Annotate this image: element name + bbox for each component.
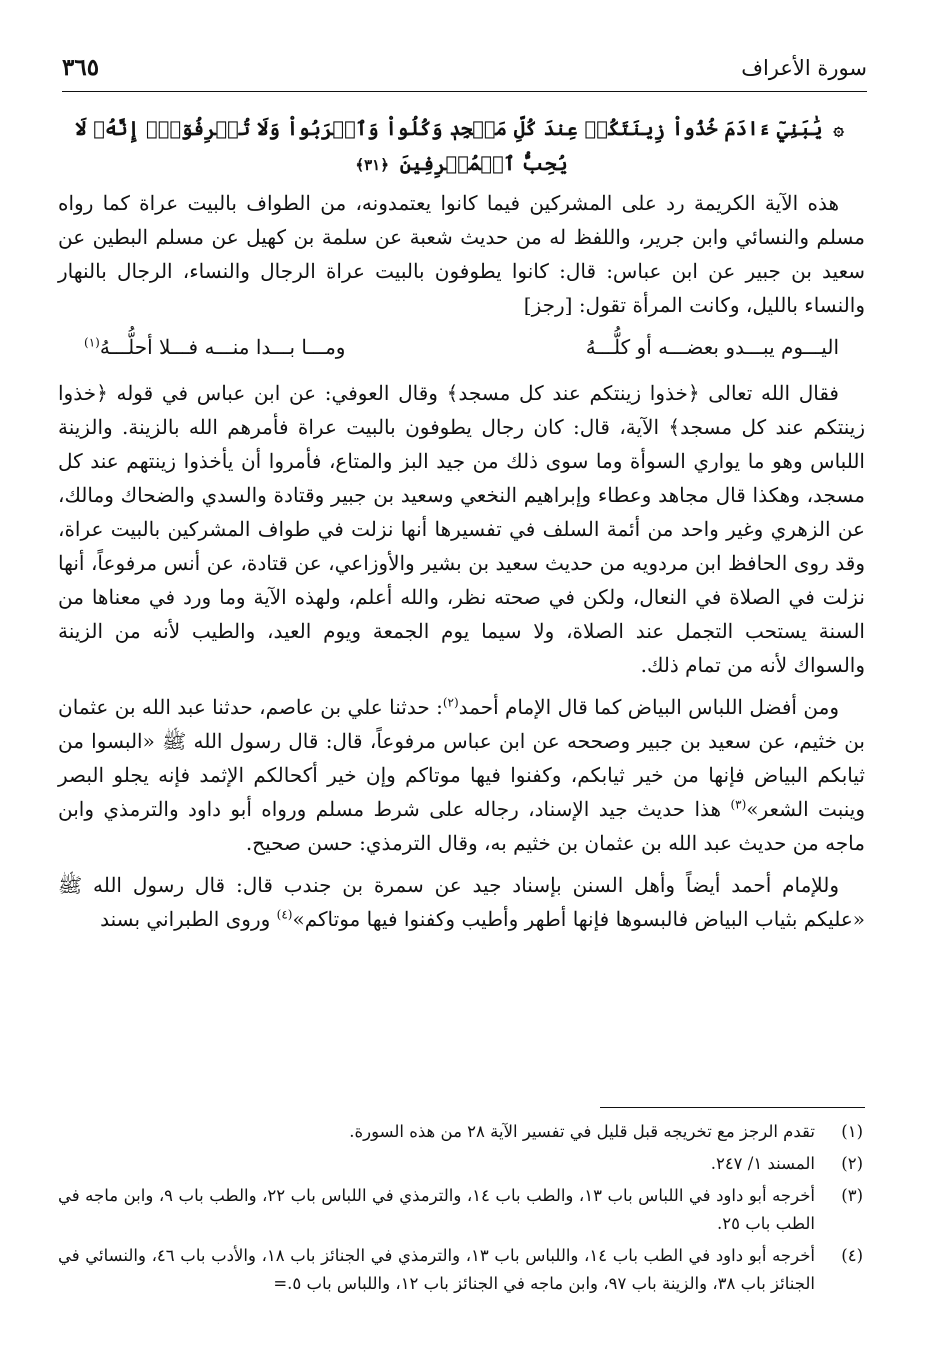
footnote-mark-4: (٤): [276, 907, 293, 922]
footnote-number: (٢): [841, 1154, 863, 1173]
footnote-1: [58, 1118, 863, 1146]
footnote-2: [58, 1150, 863, 1178]
poem-right-hemistich: اليـــوم يبـــدو بعضـــه أو كلُّـــهُ: [585, 335, 839, 359]
footnote-number: (١): [841, 1122, 863, 1141]
footnote-3: [58, 1182, 863, 1238]
footnote-number: (٣): [841, 1186, 863, 1205]
footnotes: [58, 1118, 863, 1302]
footnote-rule: [600, 1107, 865, 1108]
footnote-mark-3: (٣): [730, 797, 747, 812]
main-text: [58, 112, 865, 944]
footnote-mark-1: (١): [84, 335, 100, 350]
verse-ornament-icon: ۞: [833, 119, 844, 140]
paragraph-2: فقال الله تعالى ﴿خذوا زينتكم عند كل مسجد﴾ وقال العوفي: عن ابن عباس في قوله ﴿خذوا زينتكم عند كل مسجد﴾ الآية، قال: كان رجال يطوفون بالبيت عراة فأمرهم الله بالزينة. والزينة اللباس وهو ما يواري السوأة وما سوى ذلك من جيد البز والمتاع، فأمروا أن يأخذوا زينتهم عند كل مسجد، وهكذا قال مجاهد وعطاء وإبراهيم النخعي وسعيد بن جبير وقتادة والسدي والضحاك ومالك، عن الزهري وغير واحد من أئمة السلف في تفسيرها أنها نزلت في طواف المشركين بالبيت عراة، وقد روى الحافظ ابن مردويه من حديث سعيد بن بشير والأوزاعي، عن قتادة، عن أنس مرفوعاً، أنها نزلت في الصلاة في النعال، ولكن في صحته نظر، والله أعلم، ولهذه الآية وما ورد في معناها من السنة يستحب التجمل عند الصلاة، ولا سيما يوم الجمعة ويوم العيد، والطيب لأنه من الزينة والسواك لأنه من تمام ذلك.: [58, 381, 865, 677]
paragraph-4: وللإمام أحمد أيضاً وأهل السنن بإسناد جيد عن سمرة بن جندب قال: قال رسول الله ﷺ «عليكم بثياب البياض فالبسوها فإنها أطهر وأطيب وكفنوا فيها موتاكم»$^{(٤)}$ وروى الطبراني بسند: [58, 873, 865, 931]
page-header: [62, 48, 867, 92]
footnote-text: أخرجه أبو داود في الطب باب ١٤، واللباس باب ١٣، والترمذي في الجنائز باب ١٨، والأدب باب ٤٦، والنسائي في الجنائز باب ٣٨، والزينة باب ٩٧، وابن ماجه في الجنائز باب ١٢، واللباس باب ٥.=: [58, 1246, 815, 1293]
paragraph-1: هذه الآية الكريمة رد على المشركين فيما كانوا يعتمدونه، من الطواف بالبيت عراة كما رواه مسلم والنسائي وابن جرير، واللفظ له من حديث شعبة عن سلمة بن كهيل عن مسلم البطين عن سعيد بن جبير عن ابن عباس: قال: كانوا يطوفون بالبيت عراة الرجال والنساء، الرجال بالنهار والنساء بالليل، وكانت المرأة تقول: [رجز]: [58, 191, 865, 317]
surah-name: سورة الأعراف: [741, 56, 867, 80]
quran-verse: [58, 112, 865, 182]
footnote-text: المسند ١/ ٢٤٧.: [710, 1154, 815, 1173]
poem-left-hemistich: ومـــا بـــدا منـــه فـــلا أحلُّـــهُ$^{(١)}$: [84, 335, 346, 359]
footnote-text: أخرجه أبو داود في اللباس باب ١٣، والطب باب ١٤، والترمذي في اللباس باب ٢٢، والطب باب ٩، وابن ماجه في الطب باب ٢٥.: [58, 1186, 816, 1233]
footnote-4: [58, 1242, 863, 1298]
verse-number: ﴿٣١﴾: [355, 156, 390, 174]
poem-verse: [84, 330, 839, 364]
footnote-text: تقدم الرجز مع تخريجه قبل قليل في تفسير الآية ٢٨ من هذه السورة.: [349, 1122, 815, 1141]
page-number: ٣٦٥: [62, 54, 100, 81]
verse-text: يَٰبَنِيٓ ءَادَمَ خُذُواْ زِينَتَكُمۡ عِندَ كُلِّ مَسۡجِدٖ وَكُلُواْ وَٱشۡرَبُواْ وَلَا تُسۡرِفُوٓاْۚ إِنَّهُۥ لَا يُحِبُّ ٱلۡمُسۡرِفِينَ: [75, 117, 823, 175]
footnote-mark-2: (٢): [442, 695, 459, 710]
paragraph-3: ومن أفضل اللباس البياض كما قال الإمام أحمد$^{(٢)}$: حدثنا علي بن عاصم، حدثنا عبد الله بن عثمان بن خثيم، عن سعيد بن جبير وصححه عن ابن عباس مرفوعاً، قال: قال رسول الله ﷺ «البسوا من ثيابكم البياض فإنها من خير ثيابكم، وكفنوا فيها موتاكم وإن خير أكحالكم الإثمد فإنه يجلو البصر وينبت الشعر»$^{(٣)}$ هذا حديث جيد الإسناد، رجاله على شرط مسلم ورواه أبو داود والترمذي وابن ماجه من حديث عبد الله بن عثمان بن خثيم به، وقال الترمذي: حسن صحيح.: [58, 695, 865, 855]
footnote-number: (٤): [841, 1246, 863, 1265]
header-rule: [62, 91, 867, 92]
